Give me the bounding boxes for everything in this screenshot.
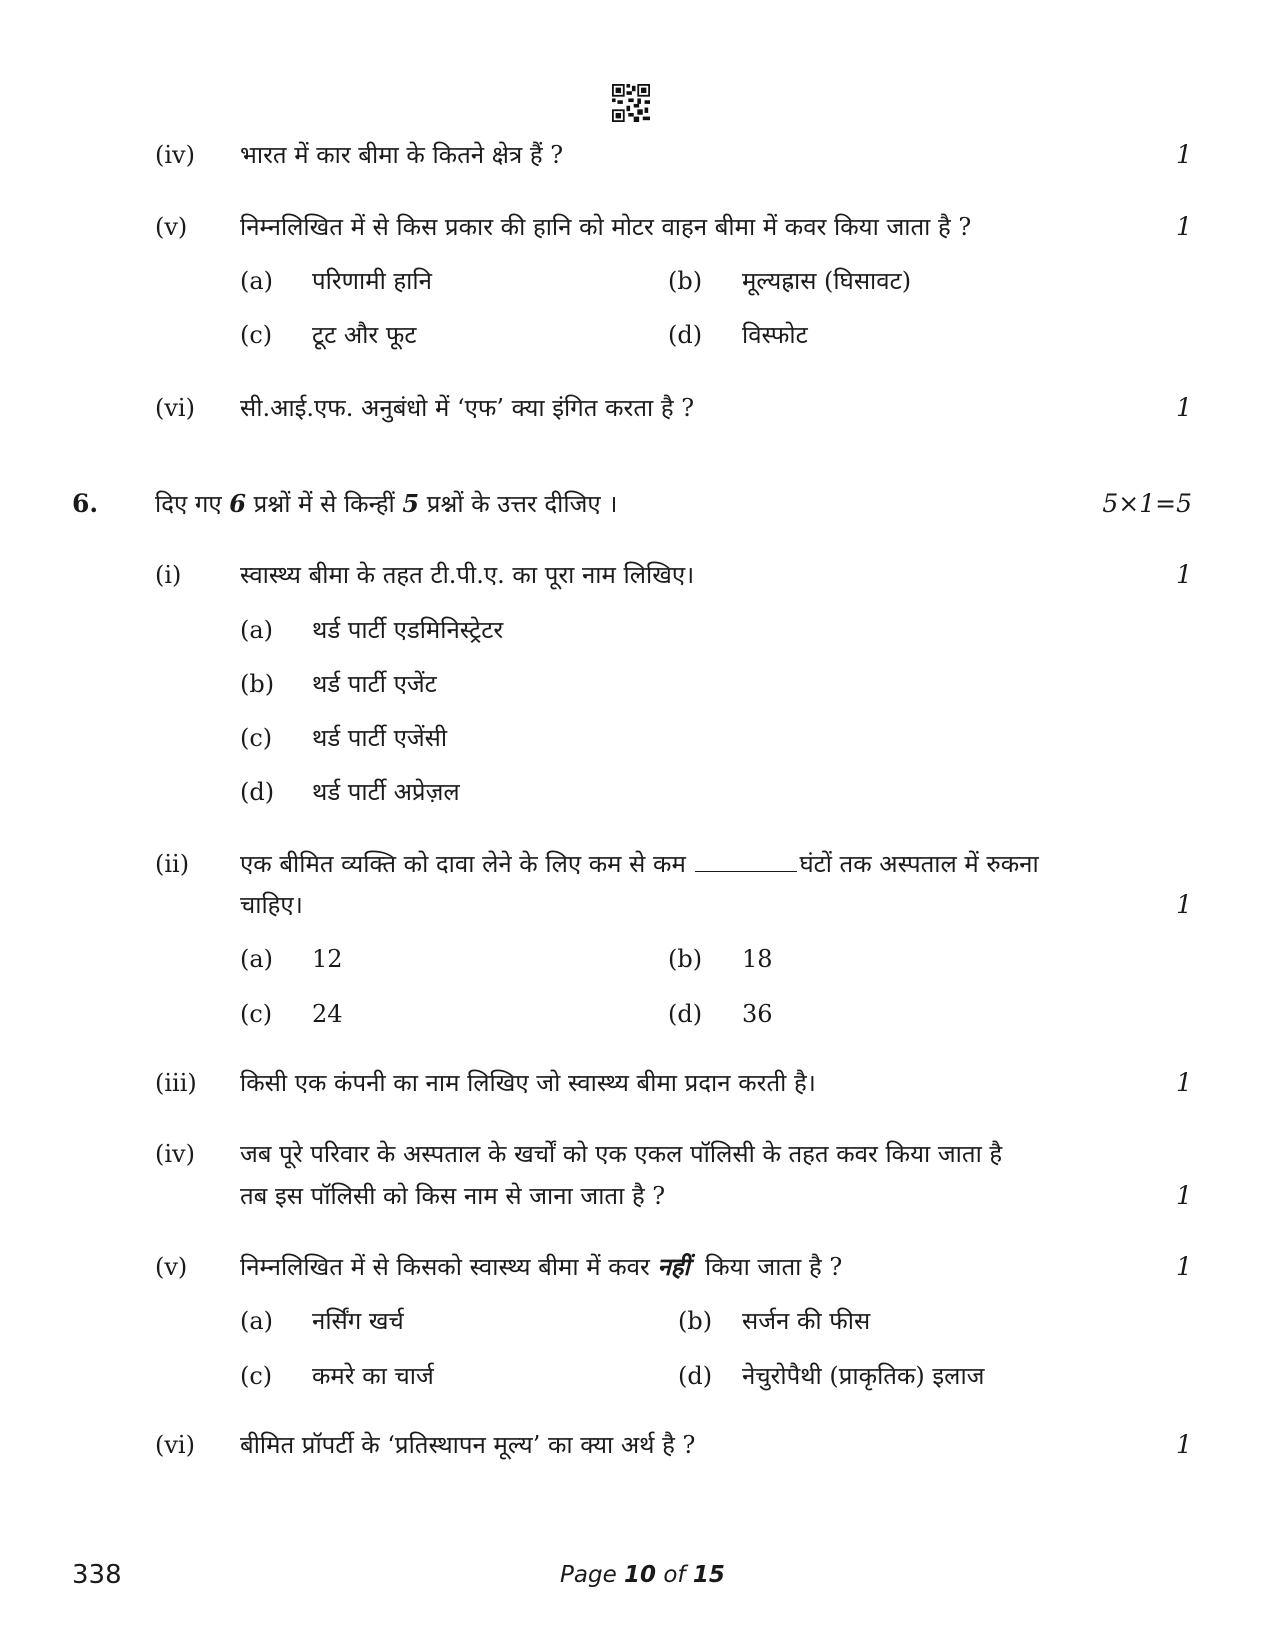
option-label: (a) bbox=[240, 1307, 274, 1335]
question-number: (iv) bbox=[155, 1140, 195, 1168]
question-instruction bbox=[155, 489, 617, 519]
instruction-part: दिए गए bbox=[155, 490, 222, 518]
option-text: थर्ड पार्टी अप्रेज़ल bbox=[312, 778, 460, 806]
question-text-part: निम्नलिखित में से किसको स्वास्थ्य बीमा में कवर bbox=[240, 1253, 650, 1281]
option-text: नेचुरोपैथी (प्राकृतिक) इलाज bbox=[742, 1362, 985, 1390]
question-text bbox=[240, 849, 1039, 879]
option-label: (a) bbox=[240, 267, 274, 295]
question-text-part: चाहिए। bbox=[240, 891, 303, 919]
option-text: 24 bbox=[312, 1000, 343, 1028]
marks: 1 bbox=[1176, 393, 1192, 422]
page-word: Page bbox=[560, 1562, 617, 1588]
question-text: जब पूरे परिवार के अस्पताल के खर्चों को एक एकल पॉलिसी के तहत कवर किया जाता है bbox=[240, 1140, 1003, 1168]
option-text: परिणामी हानि bbox=[312, 267, 432, 295]
option-label: (a) bbox=[240, 616, 274, 644]
option-label: (c) bbox=[240, 1000, 273, 1028]
option-text: थर्ड पार्टी एडमिनिस्ट्रेटर bbox=[312, 616, 504, 644]
option-text: मूल्यह्रास (घिसावट) bbox=[742, 267, 912, 295]
emphasis-text: नहीं bbox=[657, 1252, 690, 1281]
option-text: थर्ड पार्टी एजेंट bbox=[312, 670, 437, 698]
option-label: (d) bbox=[240, 778, 275, 806]
question-number: (i) bbox=[155, 561, 182, 589]
question-text-part: तब इस पॉलिसी को किस नाम से जाना जाता है ? bbox=[240, 1182, 666, 1210]
option-text: नर्सिंग खर्च bbox=[312, 1307, 404, 1335]
option-label: (b) bbox=[678, 1307, 713, 1335]
option-text: कमरे का चार्ज bbox=[312, 1362, 434, 1390]
question-text: बीमित प्रॉपर्टी के ‘प्रतिस्थापन मूल्य’ का क्या अर्थ है ? bbox=[240, 1431, 696, 1459]
option-text: थर्ड पार्टी एजेंसी bbox=[312, 724, 448, 752]
qr-code-icon bbox=[612, 84, 650, 122]
marks: 1 bbox=[1176, 140, 1192, 169]
question-number: (v) bbox=[155, 1253, 188, 1281]
marks: 5×1=5 bbox=[1102, 489, 1192, 518]
question-text: स्वास्थ्य बीमा के तहत टी.पी.ए. का पूरा नाम लिखिए। bbox=[240, 561, 695, 589]
marks: 1 bbox=[1176, 212, 1192, 241]
fill-in-blank bbox=[695, 851, 797, 872]
instruction-part: प्रश्नों के उत्तर दीजिए । bbox=[426, 490, 618, 518]
question-text: भारत में कार बीमा के कितने क्षेत्र हैं ? bbox=[240, 141, 564, 169]
option-text: सर्जन की फीस bbox=[742, 1307, 871, 1335]
question-text: निम्नलिखित में से किस प्रकार की हानि को मोटर वाहन बीमा में कवर किया जाता है ? bbox=[240, 213, 972, 241]
option-text: टूट और फूट bbox=[312, 321, 417, 349]
question-text-part: किया जाता है ? bbox=[705, 1253, 843, 1281]
total-pages: 15 bbox=[692, 1562, 725, 1588]
instruction-part: प्रश्नों में से किन्हीं bbox=[253, 490, 395, 518]
page-indicator bbox=[560, 1562, 725, 1588]
option-label: (d) bbox=[668, 321, 703, 349]
question-number: (vi) bbox=[155, 1431, 195, 1459]
question-text-part: एक बीमित व्यक्ति को दावा लेने के लिए कम से कम bbox=[240, 850, 686, 878]
option-label: (b) bbox=[668, 267, 703, 295]
question-text: सी.आई.एफ. अनुबंधो में ‘एफ’ क्या इंगित करता है ? bbox=[240, 394, 695, 422]
option-label: (d) bbox=[668, 1000, 703, 1028]
question-number: 6. bbox=[72, 489, 99, 518]
option-label: (c) bbox=[240, 724, 273, 752]
page-number: 10 bbox=[624, 1562, 657, 1588]
marks: 1 bbox=[1176, 890, 1192, 919]
option-text: 36 bbox=[742, 1000, 773, 1028]
option-label: (c) bbox=[240, 321, 273, 349]
instruction-number: 5 bbox=[402, 489, 420, 518]
option-label: (c) bbox=[240, 1362, 273, 1390]
question-number: (vi) bbox=[155, 394, 195, 422]
marks: 1 bbox=[1176, 560, 1192, 589]
question-text bbox=[240, 1252, 842, 1282]
option-text: विस्फोट bbox=[742, 321, 808, 349]
instruction-number: 6 bbox=[229, 489, 246, 518]
option-label: (b) bbox=[240, 670, 275, 698]
option-text: 12 bbox=[312, 945, 343, 973]
marks: 1 bbox=[1176, 1068, 1192, 1097]
marks: 1 bbox=[1176, 1252, 1192, 1281]
paper-code: 338 bbox=[72, 1560, 122, 1590]
option-label: (a) bbox=[240, 945, 274, 973]
question-number: (v) bbox=[155, 213, 188, 241]
question-number: (iii) bbox=[155, 1069, 197, 1097]
option-label: (b) bbox=[668, 945, 703, 973]
question-number: (ii) bbox=[155, 850, 190, 878]
marks: 1 bbox=[1176, 1430, 1192, 1459]
marks: 1 bbox=[1176, 1181, 1192, 1210]
question-text-part: घंटों तक अस्पताल में रुकना bbox=[799, 850, 1039, 878]
question-text: किसी एक कंपनी का नाम लिखिए जो स्वास्थ्य बीमा प्रदान करती है। bbox=[240, 1069, 816, 1097]
question-number: (iv) bbox=[155, 141, 195, 169]
option-label: (d) bbox=[678, 1362, 713, 1390]
option-text: 18 bbox=[742, 945, 773, 973]
of-word: of bbox=[663, 1562, 686, 1588]
